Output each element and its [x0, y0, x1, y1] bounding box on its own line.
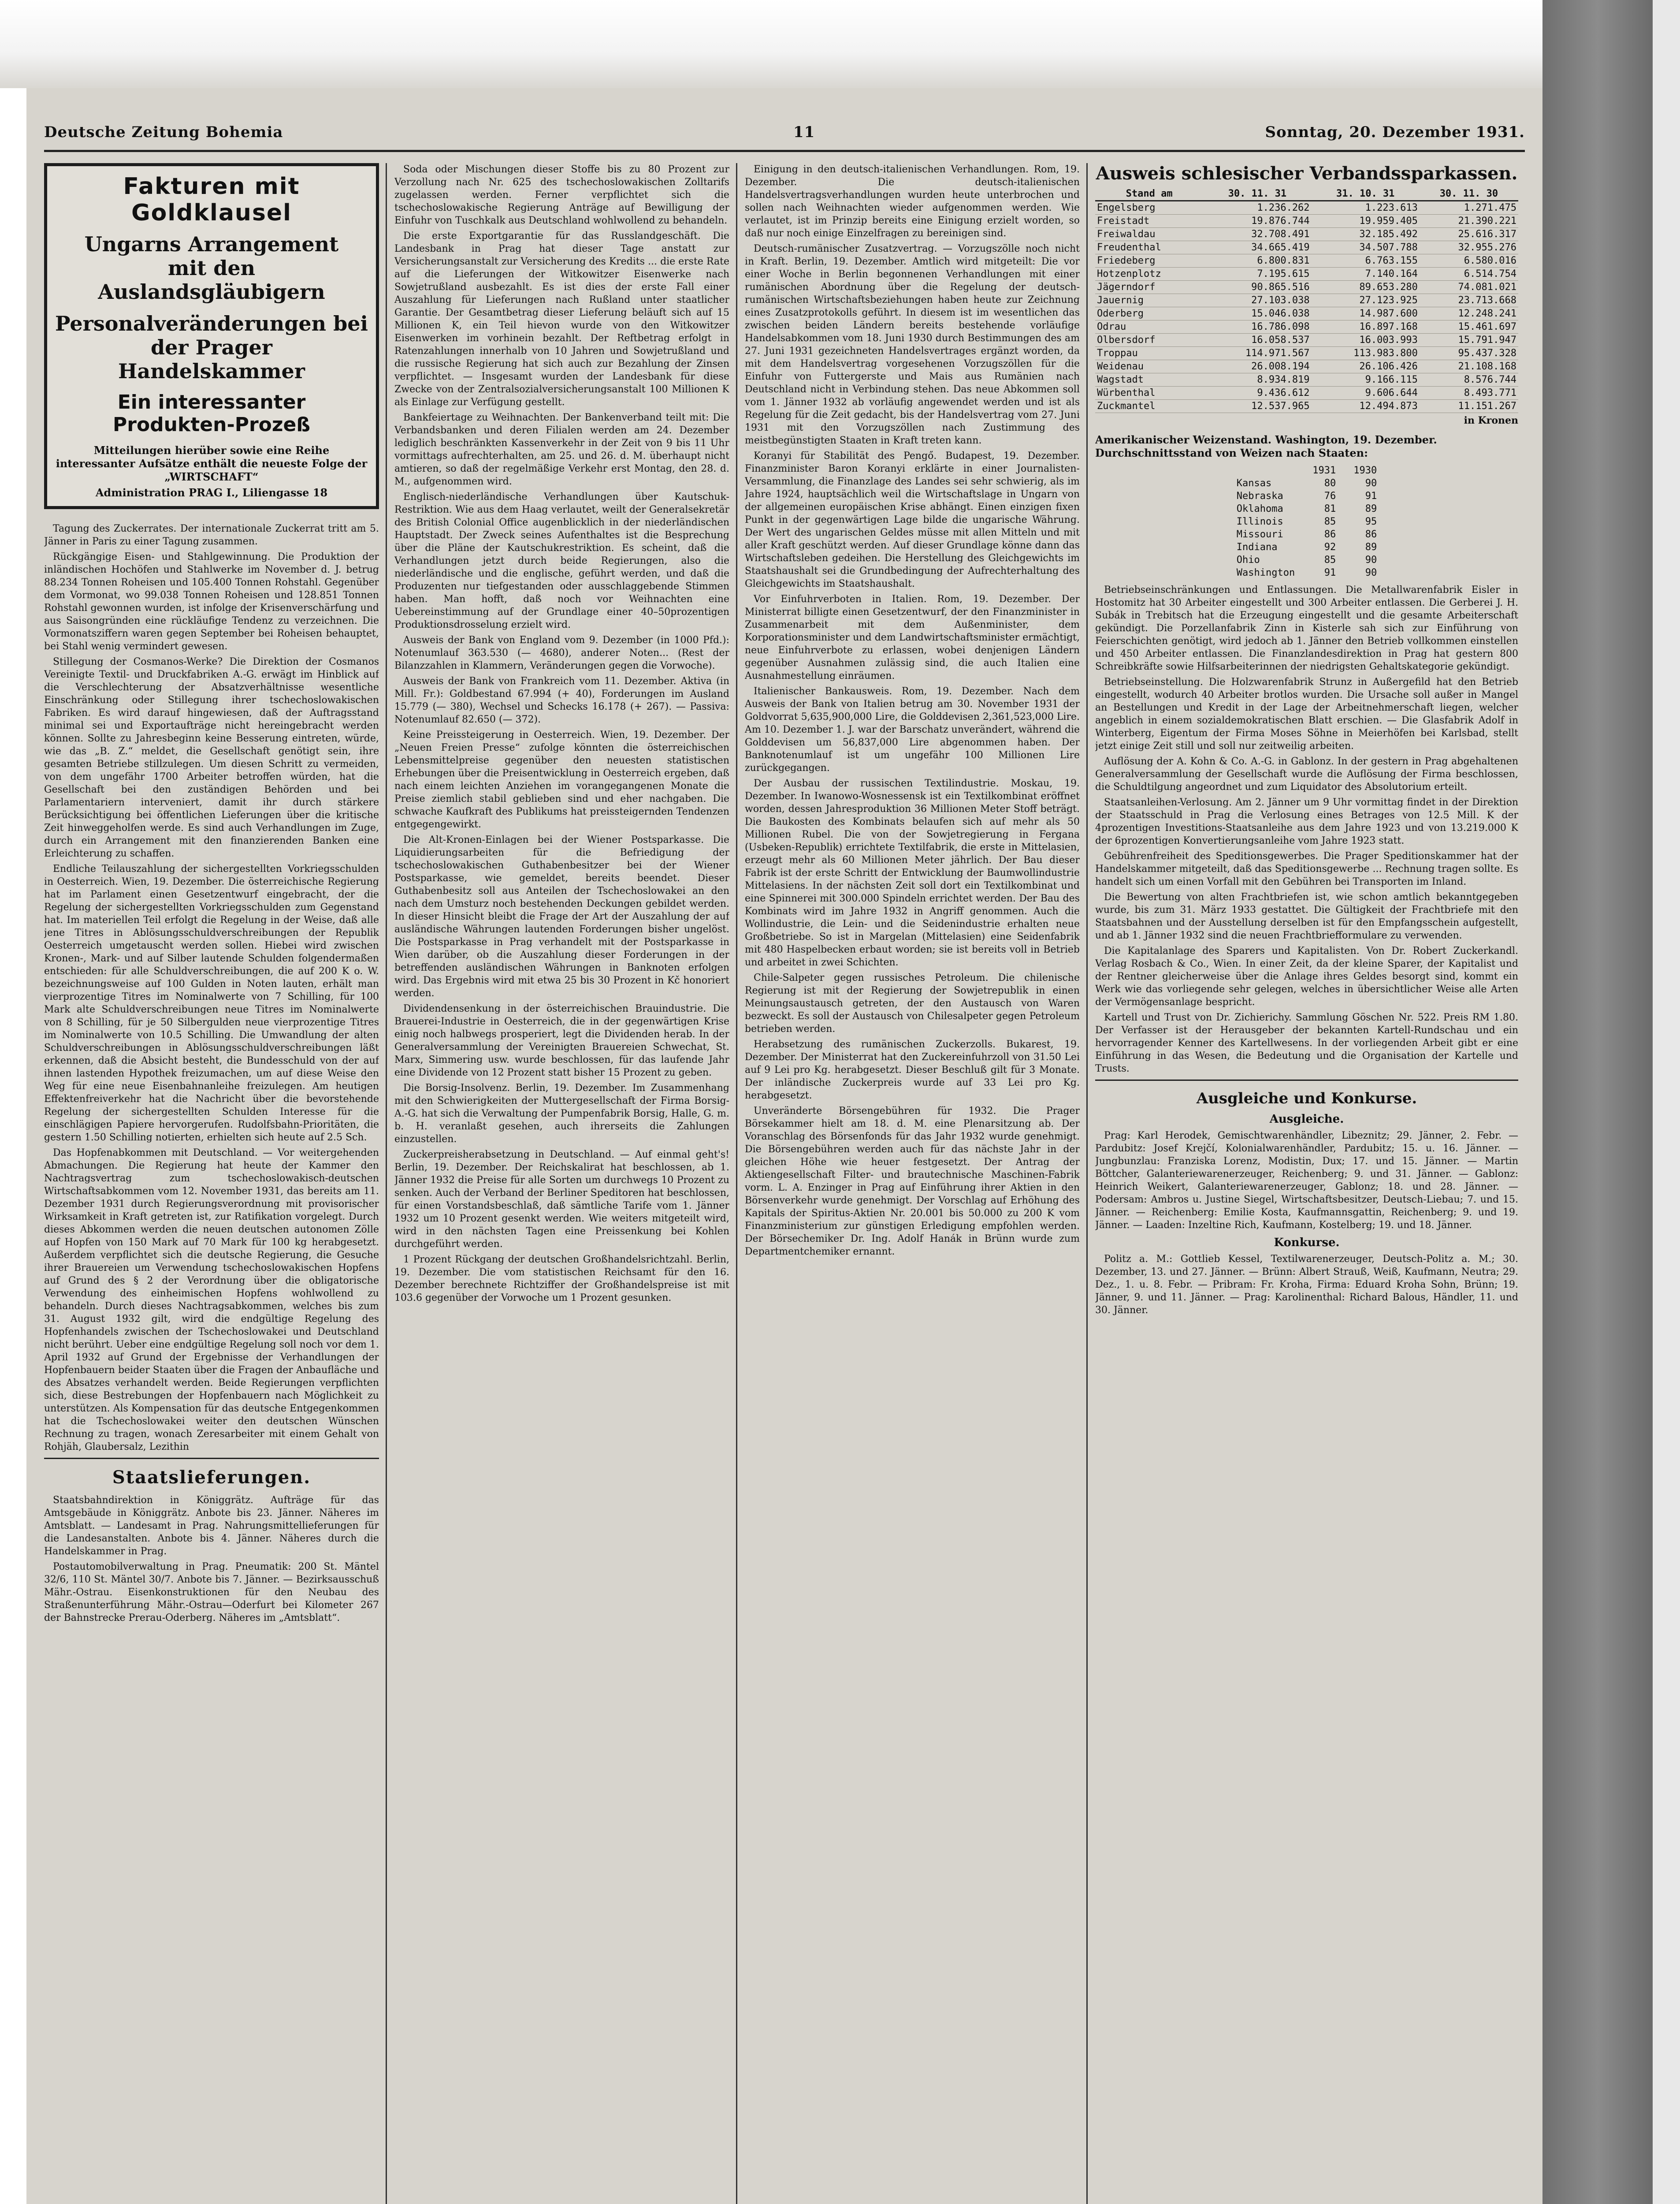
condition-value-cell: 86 [1324, 529, 1336, 540]
article-text [44, 522, 379, 1453]
table-row [1095, 373, 1518, 387]
table-row [1228, 503, 1386, 515]
amount-cell: 12.537.965 [1203, 400, 1311, 413]
bank-name-cell: Hotzenplotz [1095, 268, 1203, 281]
amount-cell: 8.493.771 [1420, 387, 1518, 400]
article-paragraph: Chile-Salpeter gegen russisches Petroleum. Die chilenische Regierung ist mit der Regierung der Sowjetrepublik in einen Meinungsaustausch getreten, der den Austausch von Waren bezweckt. Es soll der Austausch von Chilesalpeter gegen Petroleum betrieben werden. [745, 972, 1080, 1035]
state-name-cell: Missouri [1236, 529, 1283, 540]
article-paragraph: Die erste Exportgarantie für das Russlandgeschäft. Die Landesbank in Prag hat dieser Tage anstatt zur Versicherungsanstalt zur Versicherung des Kredits ... die erste Rate auf die Lieferungen der Witkowitzer Eisenwerke nach Sowjetrußland ausbezahlt. Es ist dies der erste Fall einer Auszahlung für Lieferungen nach Rußland unter staatlicher Garantie. Der Gesamtbetrag dieser Lieferung beläuft sich auf 15 Millionen K, ein Teil hievon wurde von den Witkowitzer Eisenwerken im vorhinein bezahlt. Der Reftbetrag erfolgt in Ratenzahlungen innerhalb von 10 Jahren und Sowjetrußland und die russische Regierung hat sich auch zur Bezahlung der Zinsen verpflichtet. — Insgesamt wurden der Landesbank für diese Zwecke von der Zentralsozialversicherungsanstalt 100 Millionen K als Einlage zur Verfügung gestellt. [394, 231, 729, 408]
amount-cell: 74.081.021 [1420, 281, 1518, 294]
table-row [1095, 201, 1518, 215]
currency-note: in Kronen [1464, 415, 1518, 426]
condition-value-cell: 89 [1365, 542, 1377, 553]
amount-cell: 19.959.405 [1312, 215, 1420, 228]
condition-value-cell: 89 [1365, 503, 1377, 514]
article-paragraph: Prag: Karl Herodek, Gemischtwarenhändler, Libeznitz; 29. Jänner, 2. Febr. — Pardubitz: Josef Krejčí, Kolonialwarenhändler, Pardubitz; 15. u. 16. Jänner. — Jungbunzlau: Franziska Lorenz, Modistin, Dux; 17. und 15. Jänner. — Martin Böttcher, Galanteriewarenerzeuger, Reichenberg; 9. und 31. Jänner. — Gablonz: Heinrich Weikert, Galanteriewarenerzeuger, Gablonz; 18. und 28. Jänner. — Podersam: Ambros u. Justine Siegel, Wirtschaftsbesitzer, Deutsch-Liebau; 7. und 15. Jänner. — Reichenberg: Emilie Kosta, Kaufmannsgattin, Reichenberg; 9. und 19. Jänner. — Laaden: Inzeltine Rich, Kaufmann, Kostelberg; 19. und 18. Jänner. [1095, 1130, 1518, 1231]
article-paragraph: Deutsch-rumänischer Zusatzvertrag. — Vorzugszölle noch nicht in Kraft. Berlin, 19. Dezember. Amtlich wird mitgeteilt: Die vor einer Woche in Berlin begonnenen Verhandlungen mit einer rumänischen Abordnung über die Regelung der deutsch-rumänischen Wirtschaftsbeziehungen haben heute zur Zeichnung eines Zusatzprotokolls geführt. In diesem ist im wesentlichen das zwischen beiden Ländern bereits bestehende vorläufige Handelsabkommen vom 18. Juni 1930 durch Bestimmungen des am 27. Juni 1931 gezeichneten Handelsvertrages ergänzt worden, da mit dem Handelsvertrag vorgesehenen Vorzugszöllen für die Einfuhr von Futtergerste und Mais aus Rumänien nach Deutschland nicht in Verbindung stehen. Das neue Abkommen soll vom 1. Jänner 1932 ab vorläufig angewendet werden und ist als Regelung für die Zeit gedacht, bis der Handelsvertrag vom 27. Juni 1931 mit den Vorzugszöllen nach Zustimmung des meistbegünstigten Staaten in Kraft treten kann. [745, 243, 1080, 446]
article-paragraph: Gebührenfreiheit des Speditionsgewerbes. Die Prager Speditionskammer hat der Handelskammer mitgeteilt, daß das Speditionsgewerbe ... Rechnung tragen sollte. Es handelt sich um einen Vorfall mit den Gebühren bei Transporten im Inland. [1095, 851, 1518, 887]
article-paragraph: Italienischer Bankausweis. Rom, 19. Dezember. Nach dem Ausweis der Bank von Italien betrug am 30. November 1931 der Goldvorrat 5,635,900,000 Lire, die Golddevisen 2,361,523,000 Lire. Am 10. Dezember 1. J. war der Barschatz unverändert, während die Golddevisen um 56,837,000 Lire abgenommen haben. Der Banknotenumlauf ist um ungefähr 100 Millionen Lire zurückgegangen. [745, 686, 1080, 774]
scan-top-margin [0, 0, 1680, 88]
article-text [1095, 584, 1518, 1075]
article-paragraph: Dividendensenkung in der österreichischen Brauindustrie. Die Brauerei-Industrie in Oesterreich, die in der gegenwärtigen Krise einig noch halbwegs prosperiert, legt die Dividenden herab. In der Generalversammlung der Vereinigten Brauereien Schwechat, St. Marx, Simmering usw. wurde beschlossen, für das laufende Jahr eine Dividende von 12 Prozent statt bisher 15 Prozent zu geben. [394, 1003, 729, 1078]
section-divider [44, 1458, 379, 1459]
amount-cell: 16.897.168 [1312, 320, 1420, 334]
article-paragraph: Die Alt-Kronen-Einlagen bei der Wiener Postsparkasse. Die Liquidierungsarbeiten für die Befriedigung der tschechoslowakischen Guthabenbesitzer bei der Wiener Postsparkasse, wie gemeldet, bereits beendet. Dieser Guthabenbesitz soll aus Anteilen der Tschechoslowakei an den nach dem Umsturz noch bestehenden Deckungen gebildet werden. In dieser Hinsicht bleibt die Frage der Art der Auszahlung der auf ausländische Währungen lautenden Forderungen bisher ungelöst. Die Postsparkasse in Prag verhandelt mit der Postsparkasse in Wien darüber, ob die Auszahlung dieser Forderungen in der betreffenden ausländischen Währungen in Banknoten erfolgen wird. Das Ergebnis wird mit etwa 25 bis 30 Prozent in Kč honoriert werden. [394, 834, 729, 999]
ad-headline: Personalveränderungen bei [55, 312, 368, 335]
ad-headline: der Prager Handelskammer [118, 335, 305, 383]
running-head [44, 119, 1525, 152]
table-row [1095, 294, 1518, 307]
bank-name-cell: Oderberg [1095, 307, 1203, 320]
article-paragraph: Politz a. M.: Gottlieb Kessel, Textilwarenerzeuger, Deutsch-Politz a. M.; 30. Dezember, 13. und 27. Jänner. — Brünn: Albert Strauß, Weiß, Kaufmann, Neutra; 29. Dez., 1. u. 8. Febr. — Pribram: Fr. Kroha, Firma: Eduard Kroha Sohn, Brünn; 19. Jänner, 9. und 11. Jänner. — Prag: Karolinenthal: Richard Balous, Händler, 11. und 30. Jänner. [1095, 1254, 1518, 1316]
amount-cell: 8.576.744 [1420, 373, 1518, 387]
state-name-cell: Indiana [1236, 542, 1278, 553]
advertisement-box [44, 163, 379, 509]
page-number: 11 [793, 123, 815, 141]
table-header-row [1095, 187, 1518, 201]
amount-cell: 12.248.241 [1420, 307, 1518, 320]
article-text [745, 163, 1080, 1258]
table-row [1228, 490, 1386, 503]
table-header-cell: 1930 [1353, 465, 1377, 476]
article-text [44, 1494, 379, 1624]
article-paragraph: Betriebseinstellung. Die Holzwarenfabrik Strunz in Außergefild hat den Betrieb eingestellt, wodurch 40 Arbeiter brotlos wurden. Die Ursache soll außer in Mangel an Bestellungen und Kredit in der Lage der Arbeitnehmerschaft liegen, welcher angeblich in einem sozialdemokratischen Blatt erschien. — Die Glasfabrik Adolf in Winterberg, Eigentum der Firma Moses Söhne in Meierhöfen bei Karlsbad, stellt jetzt einige Zeit still und soll nur zeitweilig arbeiten. [1095, 677, 1518, 752]
table-title: Ausweis schlesischer Verbandssparkassen. [1096, 163, 1518, 184]
bank-name-cell: Freiwaldau [1095, 228, 1203, 241]
article-paragraph: Einigung in den deutsch-italienischen Verhandlungen. Rom, 19. Dezember. Die deutsch-italienischen Handelsvertragsverhandlungen wurden heute unterbrochen und sollen nach Weihnachten wieder aufgenommen werden. Wie verlautet, ist im Prinzip bereits eine Einigung erzielt worden, so daß nur noch einige Einzelfragen zu bereinigen sind. [745, 164, 1080, 239]
amount-cell: 32.708.491 [1203, 228, 1311, 241]
condition-value-cell: 90 [1365, 567, 1377, 578]
amount-cell: 95.437.328 [1420, 347, 1518, 360]
amount-cell: 16.058.537 [1203, 334, 1311, 347]
article-paragraph: Soda oder Mischungen dieser Stoffe bis zu 80 Prozent zur Verzollung nach Nr. 625 des tschechoslowakischen Zolltarifs zugelassen werden. Ferner verpflichtet sich die tschechoslowakische Regierung Anträge auf Bewilligung der Einfuhr von Tuschkalk aus Deutschland wohlwollend zu behandeln. [394, 164, 729, 226]
article-paragraph: Postautomobilverwaltung in Prag. Pneumatik: 200 St. Mäntel 32/6, 110 St. Mäntel 30/7. Anbote bis 7. Jänner. — Bezirksausschuß Mähr.-Ostrau. Eisenkonstruktionen für den Neubau des Straßenunterführung Mähr.-Ostrau—Oderfurt bei Kilometer 267 der Bahnstrecke Prerau-Oderberg. Näheres im „Amtsblatt“. [44, 1561, 379, 1623]
condition-value-cell: 76 [1324, 491, 1336, 502]
issue-date: Sonntag, 20. Dezember 1931. [1265, 123, 1525, 141]
bank-name-cell: Zuckmantel [1095, 400, 1203, 413]
amount-cell: 34.507.788 [1312, 241, 1420, 254]
amount-cell: 6.763.155 [1312, 254, 1420, 268]
state-name-cell: Oklahoma [1236, 503, 1283, 514]
article-paragraph: Endliche Teilauszahlung der sichergestellten Vorkriegsschulden in Oesterreich. Wien, 19. Dezember. Die österreichische Regierung hat im Parlament einen Gesetzentwurf eingebracht, der die Regelung der sichergestellten Vorkriegsschulden zum Gegenstand hat. Im materiellen Teil erfolgt die Regelung in der Weise, daß alle jene Titres in Ablösungsschuldverschreibungen der Republik Oesterreich umgetauscht werden sollen. Hiebei wird zwischen Kronen-, Mark- und auf Silber lautende Schulden folgendermaßen entschieden: für alle Schuldverschreibungen, die auf 200 K o. W. bezeichnungsweise auf 100 Gulden in Noten lauten, erhält man vierprozentige Titres im Nominalwerte von 7 Schilling, für 100 Mark alte Schuldverschreibungen neue Titres im Nominalwerte von 8 Schilling, für je 50 Silbergulden neue vierprozentige Titres im Nominalwerte von 10.5 Schilling. Die Umwandlung der alten Schuldverschreibungen in Ablösungsschuldverschreibungen läßt erkennen, daß die Absicht besteht, die Bundesschuld von der auf ihnen lastenden Hypothek freizumachen, um auf diese Weise den Weg für eine neue Eisenbahnanleihe freizulegen. Am heutigen Effektenfreiverkehr hat die Nachricht über die bevorstehende Regelung der sichergestellten Schulden Interesse für die einschlägigen Papiere hervorgerufen. Rudolfsbahn-Prioritäten, die gestern 1.50 Schilling notierten, erhielten sich heute auf 2.5 Sch. [44, 864, 379, 1143]
condition-value-cell: 86 [1365, 529, 1377, 540]
table-row [1228, 515, 1386, 528]
column-4 [1095, 163, 1518, 2204]
article-paragraph: Die Bewertung von alten Frachtbriefen ist, wie schon amtlich bekanntgegeben wurde, bis zum 31. März 1933 gestattet. Die Gültigkeit der Frachtbriefe mit den Staatsbahnen und der Ausstellung derselben ist für den Empfangsschein aufgestellt, und ab 1. Jänner 1932 sind die neuen Frachtbriefformulare zu verwenden. [1095, 892, 1518, 941]
amount-cell: 11.151.267 [1420, 400, 1518, 413]
table-row [1095, 241, 1518, 254]
bank-name-cell: Troppau [1095, 347, 1203, 360]
amount-cell: 19.876.744 [1203, 215, 1311, 228]
amount-cell: 26.106.426 [1312, 360, 1420, 373]
amount-cell: 6.580.016 [1420, 254, 1518, 268]
condition-value-cell: 92 [1324, 542, 1336, 553]
amount-cell: 15.791.947 [1420, 334, 1518, 347]
amount-cell: 32.955.276 [1420, 241, 1518, 254]
article-paragraph: Das Hopfenabkommen mit Deutschland. — Vor weitergehenden Abmachungen. Die Regierung hat heute der Kammer den Nachtragsvertrag zum tschechoslowakisch-deutschen Wirtschaftsabkommen vom 12. November 1931, das bereits am 11. Dezember 1931 durch Regierungsverordnung mit provisorischer Wirksamkeit in Kraft getreten ist, zur Ratifikation vorgelegt. Durch dieses Abkommen werden die neuen deutschen autonomen Zölle auf Hopfen von 150 Mark auf 70 Mark für 100 kg herabgesetzt. Außerdem verpflichtet sich die deutsche Regierung, die Gesuche ihrer Brauereien um Verwendung tschechoslowakischen Hopfens auf Grund des § 2 der Verordnung über die obligatorische Verwendung des einheimischen Hopfens wohlwollend zu behandeln. Durch dieses Nachtragsabkommen, welches bis zum 31. August 1932 gilt, wird die endgültige Regelung des Hopfenhandels zwischen der Tschechoslowakei und Deutschland nicht berührt. Ueber eine endgültige Regelung soll noch vor dem 1. April 1932 auf Grund der Ergebnisse der Verhandlungen der Hopfenbauern beider Staaten über die Fragen der Anbaufläche und des Absatzes verhandelt werden. Beide Regierungen verpflichten sich, diese Bestrebungen der Hopfenbauern nach Möglichkeit zu unterstützen. Als Kompensation für das deutsche Entgegenkommen hat die Tschechoslowakei weiter den deutschen Wünschen Rechnung zu tragen, wonach Zeresarbeiter mit einem Gehalt von Rohjäh, Glaubersalz, Lezithin [44, 1147, 379, 1452]
table-header-cell: 30. 11. 31 [1203, 187, 1311, 201]
article-text [1095, 1129, 1518, 1232]
column-1 [44, 163, 379, 2204]
table-body [1095, 201, 1518, 413]
ad-headline: mit den Auslandsgläubigern [98, 256, 325, 304]
amount-cell: 21.108.168 [1420, 360, 1518, 373]
ad-title: Fakturen mit Goldklausel [123, 173, 300, 226]
article-paragraph: Auflösung der A. Kohn & Co. A.-G. in Gablonz. In der gestern in Prag abgehaltenen Generalversammlung der Gesellschaft wurde die Auflösung der Firma beschlossen, die Schuldtilgung angeordnet und zum Liquidator des Absolutorium erteilt. [1095, 756, 1518, 793]
article-text [1095, 1253, 1518, 1317]
subsection-heading: Ausgleiche. [1269, 1113, 1344, 1126]
condition-value-cell: 95 [1365, 516, 1377, 527]
amount-cell: 21.390.221 [1420, 215, 1518, 228]
bank-name-cell: Wagstadt [1095, 373, 1203, 387]
amount-cell: 114.971.567 [1203, 347, 1311, 360]
state-name-cell: Nebraska [1236, 491, 1283, 502]
table-header-cell: Stand am [1095, 187, 1203, 201]
masthead-name: Deutsche Zeitung Bohemia [44, 123, 283, 141]
table-row [1228, 528, 1386, 541]
table-row [1228, 541, 1386, 554]
article-paragraph: Koranyi für Stabilität des Pengő. Budapest, 19. Dezember. Finanzminister Baron Koranyi erklärte in einer Journalisten-Versammlung, die Finanzlage des Landes sei sehr schwierig, als im Jahre 1924, hauptsächlich weil die Wirtschaftslage in Ungarn von der allgemeinen europäischen Krise abhängt. Einen einzigen fixen Punkt in der gegenwärtigen Lage bilde die ungarische Währung. Der Wert des ungarischen Geldes müsse mit allen Mitteln und mit aller Kraft geschützt werden. Auf dieser Grundlage könne dann das Wirtschaftsleben gedeihen. Die Herstellung des Gleichgewichts im Staatshaushalt sei die Grundbedingung der Aufrechterhaltung des Gleichgewichts im Staatshaushalt. [745, 450, 1080, 589]
condition-value-cell: 91 [1324, 567, 1336, 578]
table-row [1095, 400, 1518, 413]
table-header-cell [1228, 464, 1304, 477]
ad-address: Administration PRAG I., Liliengasse 18 [95, 486, 328, 499]
state-name-cell: Kansas [1236, 478, 1272, 489]
amount-cell: 26.008.194 [1203, 360, 1311, 373]
section-heading: Staatslieferungen. [112, 1467, 311, 1488]
article-paragraph: Stillegung der Cosmanos-Werke? Die Direktion der Cosmanos Vereinigte Textil- und Druckfabriken A.-G. erwägt im Hinblick auf die Verschlechterung der Absatzverhältnisse wesentliche Einschränkung oder Stillegung ihrer tschechoslowakischen Fabriken. Es wird darauf hingewiesen, daß der Auftragsstand minimal sei und Exportaufträge nicht hereingebracht werden können. Sollte zu Jahresbeginn keine Besserung eintreten, würde, wie das „B. Z.“ meldet, die Gesellschaft genötigt sein, ihre gesamten Betriebe stillzulegen. Um diesen Schritt zu vermeiden, von dem ungefähr 1700 Arbeiter betroffen würden, hat die Gesellschaft bei den zuständigen Behörden und bei Parlamentariern interveniert, damit ihr durch stärkere Berücksichtigung bei öffentlichen Lieferungen über die kritische Zeit hinweggeholfen werde. Es sind auch Verhandlungen im Zuge, durch ein Arrangement mit den finanzierenden Banken eine Erleichterung zu schaffen. [44, 656, 379, 859]
amount-cell: 8.934.819 [1203, 373, 1311, 387]
article-paragraph: Kartell und Trust von Dr. Zichierichy. Sammlung Göschen Nr. 522. Preis RM 1.80. Der Verfasser ist der Herausgeber der bekannten Kartell-Rundschau und ein hervorragender Kenner des Kartellwesens. In der vorliegenden Arbeit gibt er eine Einführung in das Wesen, die Bedeutung und die Organisation der Kartelle und Trusts. [1095, 1012, 1518, 1074]
ad-headline: Ungarns Arrangement [84, 232, 339, 256]
bank-name-cell: Engelsberg [1095, 201, 1203, 215]
bank-name-cell: Friedeberg [1095, 254, 1203, 268]
bank-name-cell: Odrau [1095, 320, 1203, 334]
table-row [1095, 254, 1518, 268]
article-paragraph: Staatsanleihen-Verlosung. Am 2. Jänner um 9 Uhr vormittag findet in der Direktion der Staatsschuld in Prag die Verlosung eines Betrages von 12.5 Mill. K der 4prozentigen Investitions-Staatsanleihe aus dem Jahre 1923 und von 13.219.000 K der 6prozentigen Konvertierungsanleihe vom Jahre 1923 statt. [1095, 797, 1518, 846]
scan-right-border [1542, 0, 1680, 2204]
table-row [1095, 387, 1518, 400]
article-paragraph: Zuckerpreisherabsetzung in Deutschland. — Auf einmal geht's! Berlin, 19. Dezember. Der Reichskalirat hat beschlossen, ab 1. Jänner 1932 die Preise für alle Sorten um durchwegs 10 Prozent zu senken. Auch der Verband der Berliner Speditoren hat beschlossen, für einen Vorstandsbeschlaß, daß sämtliche Tarife vom 1. Jänner 1932 um 10 Prozent gesenkt werden. Wie weiters mitgeteilt wird, wird in den nächsten Tagen eine Preissenkung bei Kohlen durchgeführt werden. [394, 1149, 729, 1250]
bank-name-cell: Olbersdorf [1095, 334, 1203, 347]
table-row [1095, 281, 1518, 294]
wheat-table [1228, 464, 1386, 579]
condition-value-cell: 91 [1365, 491, 1377, 502]
article-paragraph: Rückgängige Eisen- und Stahlgewinnung. Die Produktion der inländischen Hochöfen und Stahlwerke im November d. J. betrug 88.234 Tonnen Roheisen und 105.400 Tonnen Rohstahl. Gegenüber dem Vormonat, wo 99.038 Tonnen Roheisen und 128.851 Tonnen Rohstahl gewonnen wurden, ist infolge der Krisenverschärfung und aus Saisongründen eine rückläufige Tendenz zu verzeichnen. Die Vormonatsziffern waren gegen September bei Roheisen behauptet, bei Stahl wenig vermindert gewesen. [44, 551, 379, 652]
amount-cell: 9.166.115 [1312, 373, 1420, 387]
amount-cell: 90.865.516 [1203, 281, 1311, 294]
table-row [1095, 320, 1518, 334]
amount-cell: 34.665.419 [1203, 241, 1311, 254]
condition-value-cell: 85 [1324, 555, 1336, 566]
wheat-report-heading: Amerikanischer Weizenstand. Washington, 19. Dezember. Durchschnittsstand von Weizen nach Staaten: [1095, 433, 1437, 459]
amount-cell: 9.436.612 [1203, 387, 1311, 400]
amount-cell: 23.713.668 [1420, 294, 1518, 307]
table-header-cell: 1931 [1312, 465, 1336, 476]
condition-value-cell: 85 [1324, 516, 1336, 527]
amount-cell: 15.461.697 [1420, 320, 1518, 334]
amount-cell: 12.494.873 [1312, 400, 1420, 413]
article-paragraph: Englisch-niederländische Verhandlungen über Kautschuk-Restriktion. Wie aus dem Haag verlautet, weilt der Generalsekretär des British Colonial Office augenblicklich in der niederländischen Hauptstadt. Der Zweck seines Aufenthaltes ist die Besprechung über die Pläne der Kautschukrestriktion. Es scheint, daß die Verhandlungen jetzt durch beide Regierungen, also die niederländische und die englische, geführt werden, und daß die Produzenten nur tiefgestanden oder ausschlaggebende Stimmen haben. Man hofft, daß noch vor Weihnachten eine Uebereinstimmung auf der Grundlage einer 40–50prozentigen Produktionsdrosselung erzielt wird. [394, 491, 729, 630]
table-row [1095, 268, 1518, 281]
amount-cell: 1.271.475 [1420, 201, 1518, 215]
article-paragraph: Tagung des Zuckerrates. Der internationale Zuckerrat tritt am 5. Jänner in Paris zu einer Tagung zusammen. [44, 523, 379, 547]
table-row [1095, 334, 1518, 347]
table-row [1228, 554, 1386, 566]
amount-cell: 6.514.754 [1420, 268, 1518, 281]
amount-cell: 113.983.800 [1312, 347, 1420, 360]
amount-cell: 15.046.038 [1203, 307, 1311, 320]
table-row [1095, 228, 1518, 241]
table-row [1228, 477, 1386, 490]
article-paragraph: Herabsetzung des rumänischen Zuckerzolls. Bukarest, 19. Dezember. Der Ministerrat hat den Zuckereinfuhrzoll von 31.50 Lei auf 9 Lei pro Kg. herabgesetzt. Dieser Beschluß gilt für 3 Monate. Der inländische Zuckerpreis wurde auf 33 Lei pro Kg. herabgesetzt. [745, 1039, 1080, 1101]
condition-value-cell: 90 [1365, 478, 1377, 489]
article-paragraph: Staatsbahndirektion in Königgrätz. Aufträge für das Amtsgebäude in Königgrätz. Anbote bis 23. Jänner. Näheres im Amtsblatt. — Landesamt in Prag. Nahrungsmittellieferungen für die Landesanstalten. Anbote bis 4. Jänner. Näheres durch die Handelskammer in Prag. [44, 1495, 379, 1557]
table-header-cell: 30. 11. 30 [1420, 187, 1518, 201]
article-paragraph: Betriebseinschränkungen und Entlassungen. Die Metallwarenfabrik Eisler in Hostomitz hat 30 Arbeiter eingestellt und 300 Arbeiter entlassen. Die Gerberei J. H. Subák in Trebitsch hat die Erzeugung eingestellt und die gesamte Arbeiterschaft gekündigt. Die Porzellanfabrik Zinn in Kisterle sah sich zur Einführung von Feierschichten genötigt, wird jedoch ab 1. Jänner den Betrieb vollkommen einstellen und 450 Arbeiter entlassen. Die Finanzlandesdirektion in Prag hat gestern 800 Schreibkräfte sowie Hilfsarbeiterinnen der niedrigsten Gehaltskategorie gekündigt. [1095, 585, 1518, 672]
article-paragraph: Bankfeiertage zu Weihnachten. Der Bankenverband teilt mit: Die Verbandsbanken und deren Filialen werden am 24. Dezember lediglich beschränkten Kassenverkehr in der Zeit von 9 bis 11 Uhr vormittags aufrechterhalten, am 25. und 26. d. M. überhaupt nicht amtieren, so daß der regelmäßige Verkehr erst Montag, den 28. d. M., aufgenommen wird. [394, 412, 729, 487]
amount-cell: 14.987.600 [1312, 307, 1420, 320]
table-header-cell: 31. 10. 31 [1312, 187, 1420, 201]
article-paragraph: Die Borsig-Insolvenz. Berlin, 19. Dezember. Im Zusammenhang mit den Schwierigkeiten der Muttergesellschaft der Firma Borsig-A.-G. hat sich die Verwaltung der Pumpenfabrik Borsig, Halle, G. m. b. H. veranlaßt gesehen, auch ihrerseits die Zahlungen einzustellen. [394, 1083, 729, 1145]
table-body [1228, 477, 1386, 579]
column-2 [394, 163, 729, 2204]
condition-value-cell: 90 [1365, 555, 1377, 566]
state-name-cell: Washington [1236, 567, 1295, 578]
table-row [1228, 566, 1386, 579]
amount-cell: 1.236.262 [1203, 201, 1311, 215]
section-heading: Ausgleiche und Konkurse. [1196, 1090, 1417, 1107]
amount-cell: 6.800.831 [1203, 254, 1311, 268]
article-paragraph: Die Kapitalanlage des Sparers und Kapitalisten. Von Dr. Robert Zuckerkandl. Verlag Rosbach & Co., Wien. In einer Zeit, da der kleine Sparer, der Kapitalist und der Rentner gleicherweise über die Anlage ihres Geldes besorgt sind, kommt ein Werk wie das vorliegende sehr gelegen, welches in übersichtlicher Weise alle Arten der Vermögensanlage bespricht. [1095, 946, 1518, 1008]
amount-cell: 32.185.492 [1312, 228, 1420, 241]
table-row [1095, 215, 1518, 228]
table-row [1095, 347, 1518, 360]
table-row [1095, 307, 1518, 320]
article-paragraph: Ausweis der Bank von England vom 9. Dezember (in 1000 Pfd.): Notenumlauf 363.530 (— 4680), anderer Noten... (Rest der Bilanzzahlen in Klammern, Veränderungen gegen die Vorwoche). [394, 635, 729, 671]
subsection-heading: Konkurse. [1274, 1236, 1340, 1249]
article-paragraph: Vor Einfuhrverboten in Italien. Rom, 19. Dezember. Der Ministerrat billigte einen Gesetzentwurf, der den Finanzminister in Zusammenarbeit mit dem Außenminister, dem Korporationsminister und dem Landwirtschaftsminister ermächtigt, neue Einfuhrverbote zu erlassen, wobei denjenigen Ländern gegenüber Ausnahmen zulässig sind, die auch Italien eine Ausnahmestellung einräumen. [745, 594, 1080, 681]
amount-cell: 9.606.644 [1312, 387, 1420, 400]
savings-bank-table [1095, 187, 1518, 413]
amount-cell: 27.123.925 [1312, 294, 1420, 307]
ad-headline: Ein interessanter Produkten-Prozeß [113, 391, 310, 436]
amount-cell: 25.616.317 [1420, 228, 1518, 241]
amount-cell: 89.653.280 [1312, 281, 1420, 294]
bank-name-cell: Jauernig [1095, 294, 1203, 307]
article-paragraph: Der Ausbau der russischen Textilindustrie. Moskau, 19. Dezember. In Iwanowo-Wosnessensk ist ein Textilkombinat eröffnet worden, dessen Jahresproduktion 36 Millionen Meter Stoff beträgt. Die Baukosten des Kombinats belaufen sich auf mehr als 50 Millionen Rubel. Die von der Sowjetregierung in Fergana (Usbeken-Republik) errichtete Textilfabrik, die erste in Mittelasien, erzeugt mehr als 60 Millionen Meter jährlich. Der Bau dieser Fabrik ist der erste Schritt der Entwicklung der Baumwollindustrie Mittelasiens. In der nächsten Zeit soll dort ein Textilkombinat und eine Spinnerei mit 300.000 Spindeln errichtet werden. Der Bau des Kombinats wird im Jahre 1932 in Angriff genommen. Auch die Wollindustrie, die Lein- und die Seidenindustrie erhalten neue Großbetriebe. So ist in Margelan (Mittelasien) eine Seidenfabrik mit 480 Haspelbecken erbaut worden; sie ist bereits voll in Betrieb und arbeitet in zwei Schichten. [745, 778, 1080, 968]
column-rule [386, 163, 387, 2204]
article-paragraph: Unveränderte Börsengebühren für 1932. Die Prager Börsekammer hielt am 18. d. M. eine Plenarsitzung ab. Der Voranschlag des Börsenfonds für das Jahr 1932 wurde genehmigt. Die Börsengebühren werden auch für das nächste Jahr in der gleichen Höhe wie heuer festgesetzt. Der Antrag der Aktiengesellschaft Filter- und brautechnische Maschinen-Fabrik vorm. L. A. Enzinger in Prag auf Einführung ihrer Aktien in den Börsenverkehr wurde genehmigt. Der Vorschlag auf Erhöhung des Kapitals der Spiritus-Aktien Nr. 20.001 bis 50.000 zu 200 K vom Finanzministerium zur günstigen Erledigung empfohlen werden. Der Börsechemiker Dr. Ing. Adolf Hanák in Brünn wurde zum Departmentchemiker ernannt. [745, 1106, 1080, 1257]
bank-name-cell: Weidenau [1095, 360, 1203, 373]
condition-value-cell: 80 [1324, 478, 1336, 489]
article-paragraph: Ausweis der Bank von Frankreich vom 11. Dezember. Aktiva (in Mill. Fr.): Goldbestand 67.994 (+ 40), Forderungen im Ausland 15.779 (— 380), Wechsel und Schecks 16.178 (+ 267). — Passiva: Notenumlauf 82.650 (— 372). [394, 676, 729, 725]
column-rule [736, 163, 737, 2204]
article-paragraph: Keine Preissteigerung in Oesterreich. Wien, 19. Dezember. Der „Neuen Freien Presse“ zufolge könnten die österreichischen Lebensmittelpreise gegenüber den neuesten statistischen Erhebungen über die Preisentwicklung in Oesterreich ergeben, daß nach einem leichten Anziehen im vorangegangenen Monate die Preise ziemlich stabil geblieben sind und eher nachgaben. Die schwache Kaufkraft des Publikums hat preissteigernden Tendenzen entgegengewirkt. [394, 730, 729, 830]
amount-cell: 7.140.164 [1312, 268, 1420, 281]
column-3 [745, 163, 1080, 2204]
amount-cell: 27.103.038 [1203, 294, 1311, 307]
bank-name-cell: Jägerndorf [1095, 281, 1203, 294]
table-row [1095, 360, 1518, 373]
newspaper-page [26, 88, 1542, 2204]
condition-value-cell: 81 [1324, 503, 1336, 514]
article-text [394, 163, 729, 1304]
article-paragraph: 1 Prozent Rückgang der deutschen Großhandelsrichtzahl. Berlin, 19. Dezember. Die vom statistischen Reichsamt für den 16. Dezember berechnete Richtziffer der Großhandelspreise ist mit 103.6 gegenüber der Vorwoche um 1 Prozent gesunken. [394, 1254, 729, 1303]
state-name-cell: Ohio [1236, 555, 1260, 566]
amount-cell: 16.786.098 [1203, 320, 1311, 334]
amount-cell: 7.195.615 [1203, 268, 1311, 281]
amount-cell: 16.003.993 [1312, 334, 1420, 347]
column-rule [1086, 163, 1088, 2204]
ad-note: Mitteilungen hierüber sowie eine Reihe interessanter Aufsätze enthält die neueste Folge der „WIRTSCHAFT“ [56, 444, 368, 483]
section-divider [1095, 1080, 1518, 1081]
bank-name-cell: Würbenthal [1095, 387, 1203, 400]
bank-name-cell: Freudenthal [1095, 241, 1203, 254]
scan-right-edge [1653, 0, 1680, 2204]
table-header-row [1228, 464, 1386, 477]
state-name-cell: Illinois [1236, 516, 1283, 527]
bank-name-cell: Freistadt [1095, 215, 1203, 228]
amount-cell: 1.223.613 [1312, 201, 1420, 215]
